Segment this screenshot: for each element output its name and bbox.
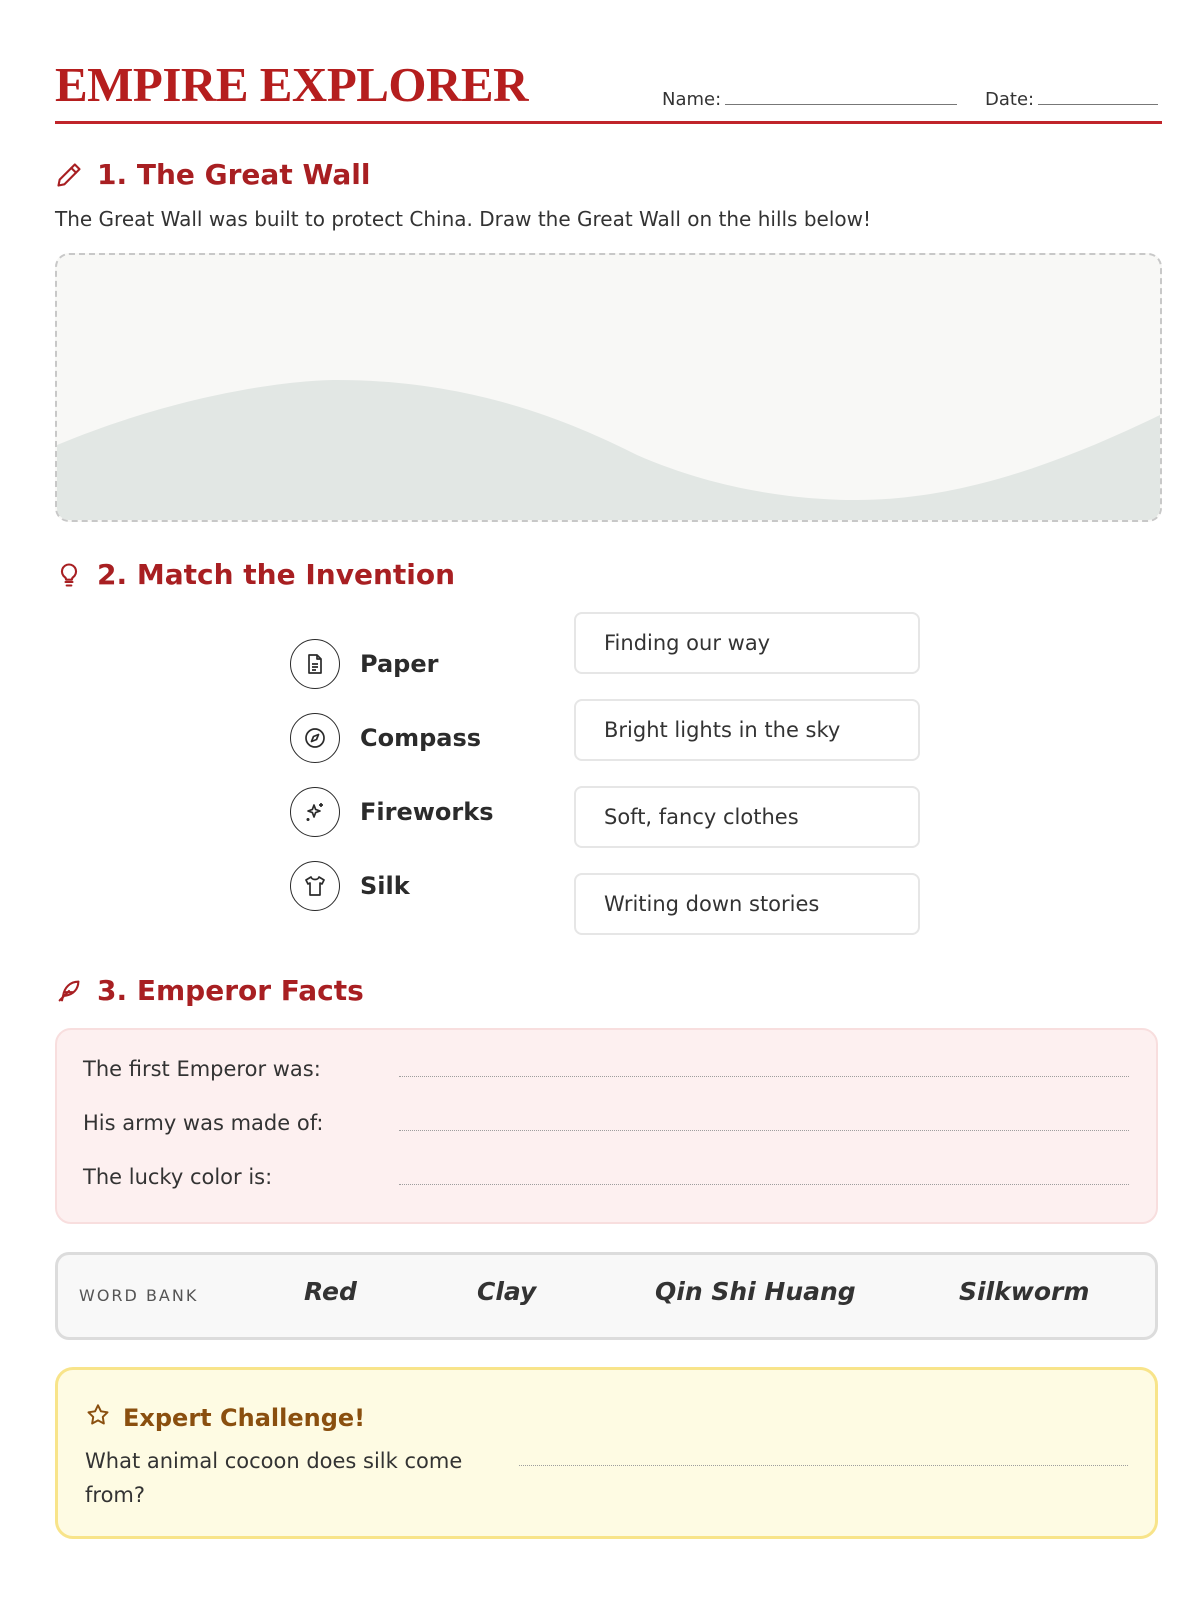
pencil-icon	[55, 161, 83, 189]
section-emperor-heading: 3. Emperor Facts	[55, 974, 364, 1007]
document-icon	[290, 639, 340, 689]
name-field[interactable]	[662, 88, 957, 110]
word-bank-word: Silkworm	[959, 1277, 1090, 1306]
great-wall-instruction: The Great Wall was built to protect China. Draw the Great Wall on the hills below!	[55, 207, 872, 231]
hills-illustration	[57, 255, 1160, 520]
worksheet-title: EMPIRE EXPLORER	[55, 57, 529, 112]
fact-label: The lucky color is:	[83, 1165, 273, 1189]
invention-compass[interactable]: Compass	[290, 712, 481, 764]
feather-icon	[55, 977, 83, 1005]
drawing-area[interactable]	[55, 253, 1162, 522]
challenge-heading: Expert Challenge!	[85, 1402, 365, 1434]
challenge-question: What animal cocoon does silk come from?	[85, 1449, 463, 1507]
word-bank-word: Clay	[477, 1277, 537, 1306]
invention-paper[interactable]: Paper	[290, 638, 438, 690]
fact-answer-line[interactable]	[399, 1076, 1129, 1077]
shirt-icon	[290, 861, 340, 911]
use-card[interactable]: Writing down stories	[574, 873, 920, 935]
date-label: Date:	[985, 89, 1035, 110]
fact-label: His army was made of:	[83, 1111, 324, 1135]
section-great-wall-heading: 1. The Great Wall	[55, 158, 370, 191]
word-bank-word: Qin Shi Huang	[655, 1277, 856, 1306]
use-card[interactable]: Soft, fancy clothes	[574, 786, 920, 848]
use-card[interactable]: Bright lights in the sky	[574, 699, 920, 761]
word-bank-label: WORD BANK	[79, 1286, 199, 1305]
use-card[interactable]: Finding our way	[574, 612, 920, 674]
header-divider	[55, 121, 1162, 124]
invention-fireworks[interactable]: Fireworks	[290, 786, 493, 838]
fact-answer-line[interactable]	[399, 1184, 1129, 1185]
fact-answer-line[interactable]	[399, 1130, 1129, 1131]
star-icon	[85, 1402, 111, 1434]
invention-silk[interactable]: Silk	[290, 860, 410, 912]
section-match-heading: 2. Match the Invention	[55, 558, 455, 591]
sparkles-icon	[290, 787, 340, 837]
date-field[interactable]	[985, 88, 1158, 110]
word-bank-word: Red	[304, 1277, 357, 1306]
challenge-answer-line[interactable]	[519, 1465, 1128, 1466]
fact-label: The first Emperor was:	[83, 1057, 321, 1081]
lightbulb-icon	[55, 561, 83, 589]
name-label: Name:	[662, 89, 722, 110]
compass-icon	[290, 713, 340, 763]
